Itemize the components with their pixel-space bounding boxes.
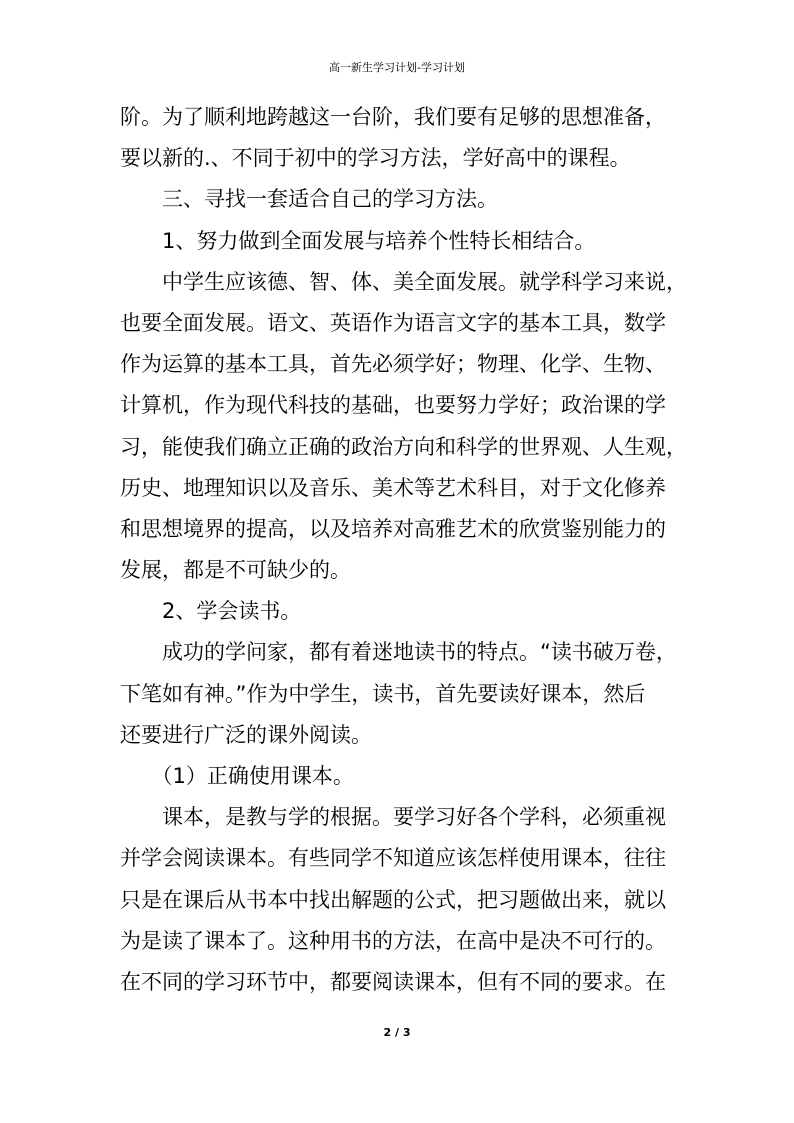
subsection-heading: （1）正确使用课本。 — [120, 764, 354, 788]
body-line: 历史、地理知识以及音乐、美术等艺术科目，对于文化修养 — [120, 475, 666, 500]
body-line: 和思想境界的提高，以及培养对高雅艺术的欣赏鉴别能力的 — [120, 516, 666, 541]
body-line: 下笔如有神。”作为中学生，读书，首先要读好课本，然后 — [120, 681, 646, 706]
body-line: 阶。为了顺利地跨越这一台阶，我们要有足够的思想准备， — [120, 105, 666, 129]
body-line: 成功的学问家，都有着迷地读书的特点。“读书破万卷， — [120, 640, 677, 665]
section-heading: 三、寻找一套适合自己的学习方法。 — [120, 187, 498, 212]
body-line: 并学会阅读课本。有些同学不知道应该怎样使用课本，往往 — [120, 846, 666, 871]
body-line: 还要进行广泛的课外阅读。 — [120, 722, 372, 747]
page-number: 2 / 3 — [383, 1026, 411, 1039]
body-line: 为是读了课本了。这种用书的方法，在高中是决不可行的。 — [120, 928, 666, 953]
document-body — [120, 97, 688, 1003]
body-line: 课本，是教与学的根据。要学习好各个学科，必须重视 — [120, 805, 666, 830]
body-line: 在不同的学习环节中，都要阅读课本，但有不同的要求。在 — [120, 969, 666, 994]
subsection-heading: 1、努力做到全面发展与培养个性特长相结合。 — [120, 228, 596, 253]
body-line: 也要全面发展。语文、英语作为语言文字的基本工具，数学 — [120, 310, 666, 335]
body-line: 中学生应该德、智、体、美全面发展。就学科学习来说， — [120, 269, 687, 294]
body-line: 习，能使我们确立正确的政治方向和科学的世界观、人生观， — [120, 434, 687, 459]
body-line: 要以新的.、不同于初中的学习方法，学好高中的课程。 — [120, 146, 631, 171]
page-header: 高一新生学习计划-学习计划 — [329, 61, 465, 74]
body-line: 发展，都是不可缺少的。 — [120, 558, 351, 583]
body-line: 只是在课后从书本中找出解题的公式，把习题做出来，就以 — [120, 887, 666, 912]
subsection-heading: 2、学会读书。 — [120, 599, 302, 624]
body-line: 计算机，作为现代科技的基础，也要努力学好；政治课的学 — [120, 393, 666, 418]
body-line: 作为运算的基本工具，首先必须学好；物理、化学、生物、 — [120, 352, 666, 377]
